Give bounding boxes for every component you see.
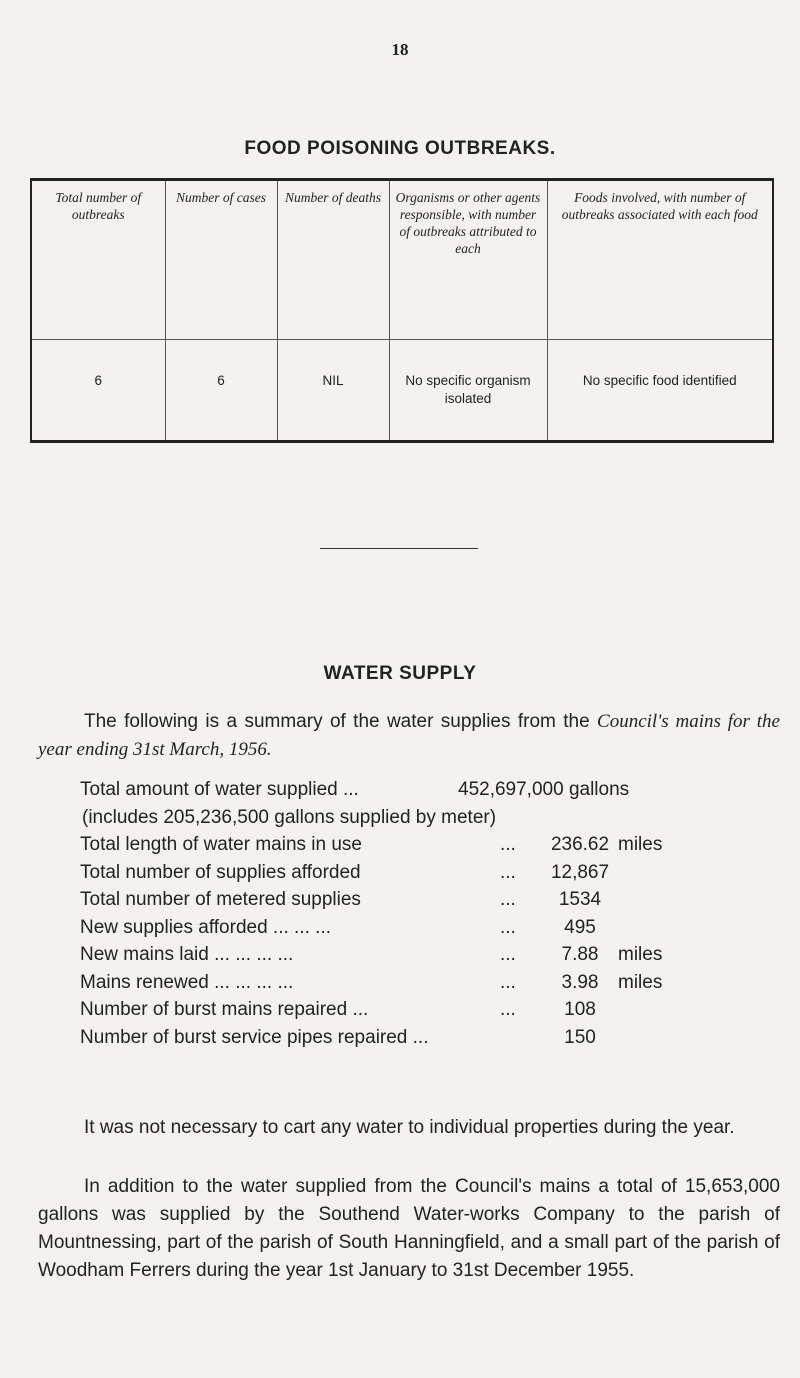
stat-value: 1534 <box>558 889 602 910</box>
outbreaks-table <box>30 178 774 443</box>
stat-dots: ... <box>500 971 516 993</box>
stat-row <box>80 996 780 1024</box>
stat-dots: ... <box>500 889 516 910</box>
stat-dots: ... <box>500 944 516 965</box>
stat-value-cell <box>540 831 780 859</box>
cell-total-outbreaks: 6 <box>31 340 165 442</box>
stat-value-cell <box>540 969 780 997</box>
water-supply-title: WATER SUPPLY <box>323 663 477 684</box>
stat-value-cell <box>540 914 780 942</box>
stat-dots <box>500 1024 540 1052</box>
stat-value: 150 <box>564 1026 596 1048</box>
stat-value: 495 <box>564 916 596 938</box>
stat-row <box>80 886 780 914</box>
stat-value-cell <box>540 996 780 1024</box>
stat-value: 3.98 <box>561 971 599 993</box>
food-poisoning-title: FOOD POISONING OUTBREAKS. <box>244 138 556 159</box>
stat-value-cell <box>540 859 780 887</box>
cart-paragraph <box>38 1114 780 1142</box>
header-number-deaths: Number of deaths <box>277 180 389 340</box>
stat-dots: ... <box>500 861 516 883</box>
stat-label: Number of burst service pipes repaired ... <box>80 1026 429 1048</box>
metered-note-row <box>80 804 780 832</box>
metered-note: (includes 205,236,500 gallons supplied by meter) <box>82 806 497 828</box>
stat-value: 108 <box>564 999 596 1020</box>
stat-row <box>80 969 780 997</box>
stat-unit <box>612 1027 618 1048</box>
stat-unit: miles <box>618 971 663 993</box>
stat-unit <box>612 889 618 910</box>
stat-unit <box>612 999 618 1020</box>
stat-value-cell <box>540 886 780 914</box>
stat-row <box>80 914 780 942</box>
stat-row <box>80 859 780 887</box>
intro-plain-text: The following is a summary of the water supplies from the <box>84 711 590 732</box>
stat-row <box>80 831 780 859</box>
stat-value: 7.88 <box>561 944 599 965</box>
total-supplied-label: Total amount of water supplied ... <box>80 779 359 800</box>
stat-unit: miles <box>618 834 663 855</box>
stat-unit: miles <box>618 944 663 965</box>
stat-dots: ... <box>500 916 516 938</box>
header-foods: Foods involved, with number of outbreaks associated with each food <box>547 180 773 340</box>
section-divider <box>320 548 478 549</box>
header-number-cases: Number of cases <box>165 180 277 340</box>
water-summary <box>80 776 780 1051</box>
total-supplied-value: 452,697,000 gallons <box>458 779 630 800</box>
header-organisms: Organisms or other agents responsible, with number of outbreaks attributed to each <box>389 180 547 340</box>
stat-value: 236.62 <box>550 834 610 855</box>
table-header-row <box>31 180 773 340</box>
stat-label: Total number of supplies afforded <box>80 861 361 883</box>
stat-label: New supplies afforded ... ... ... <box>80 916 331 938</box>
header-total-outbreaks: Total number of outbreaks <box>31 180 165 340</box>
intro-italic-text: Council's mains for the year ending 31st March, 1956. <box>38 711 780 760</box>
stat-value-cell <box>540 1024 780 1052</box>
stat-label: Mains renewed ... ... ... ... <box>80 971 294 993</box>
stat-value: 12,867 <box>550 861 610 883</box>
page-number: 18 <box>391 40 409 59</box>
stat-label: New mains laid ... ... ... ... <box>80 944 294 965</box>
water-intro-paragraph <box>38 708 780 764</box>
stat-label: Total number of metered supplies <box>80 889 361 910</box>
cell-organisms: No specific organism isolated <box>389 340 547 442</box>
stat-label: Total length of water mains in use <box>80 834 362 855</box>
stat-value-cell <box>540 941 780 969</box>
stat-unit <box>612 917 618 938</box>
cart-text: It was not necessary to cart any water to individual properties during the year. <box>84 1117 735 1138</box>
stat-label: Number of burst mains repaired ... <box>80 999 369 1020</box>
addition-text: In addition to the water supplied from the Council's mains a total of 15,653,000 gallons was supplied by the Southend Water-works Company to the parish of Mountnessing, part of the parish of South Hanningfield, and a small part of the parish of Woodham Ferrers during the year 1st January to 31st December 1955. <box>38 1176 780 1281</box>
stat-row <box>80 1024 780 1052</box>
stat-dots: ... <box>500 834 516 855</box>
addition-paragraph <box>38 1173 780 1285</box>
table-row <box>31 340 773 442</box>
stat-dots: ... <box>500 999 516 1020</box>
cell-number-deaths: NIL <box>277 340 389 442</box>
cell-number-cases: 6 <box>165 340 277 442</box>
stat-row <box>80 941 780 969</box>
total-supplied-row <box>80 776 780 804</box>
cell-foods: No specific food identified <box>547 340 773 442</box>
stat-unit <box>612 862 618 883</box>
